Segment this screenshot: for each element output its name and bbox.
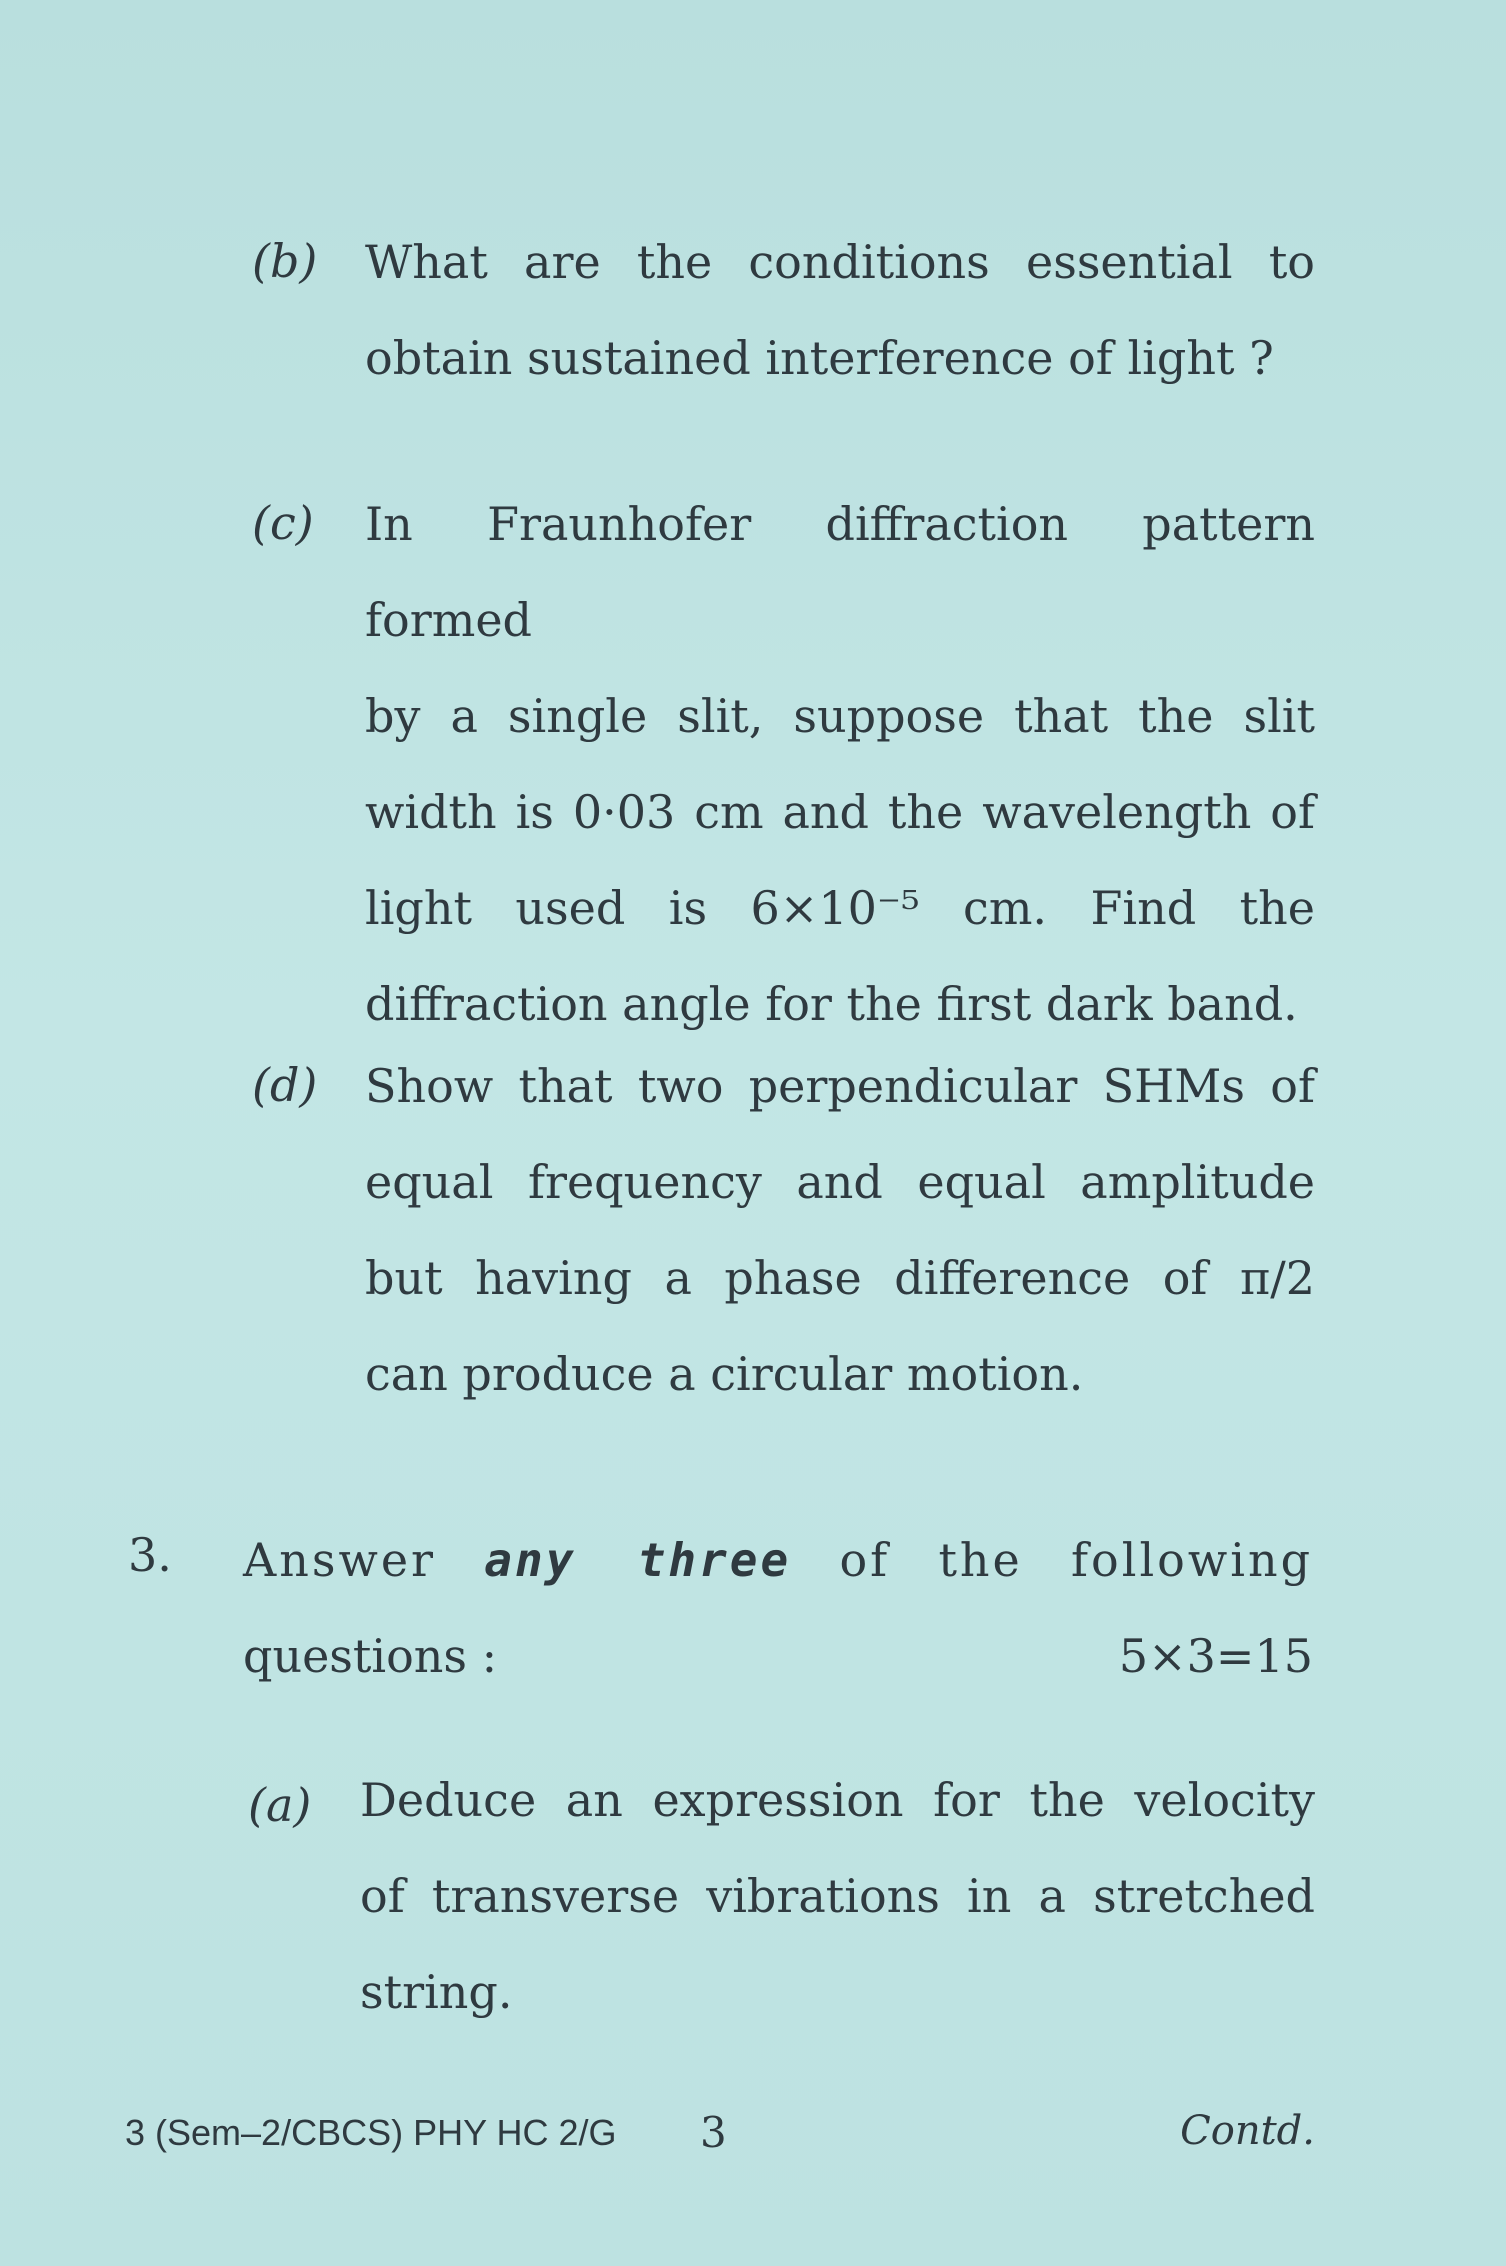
question-c-line: by a single slit, suppose that the slit (365, 689, 1315, 743)
section-3-intro-line (243, 1512, 1313, 1608)
section-3-marks: 5×3=15 (1118, 1629, 1313, 1683)
question-c-line: diffraction angle for the first dark band. (365, 977, 1298, 1031)
question-3a-text (360, 1752, 1315, 2040)
question-b-line: What are the conditions essential to (365, 235, 1315, 289)
question-3a-line: string. (360, 1965, 513, 2019)
question-b-line: obtain sustained interference of light ? (365, 331, 1274, 385)
question-c-line: width is 0·03 cm and the wavelength of (365, 785, 1315, 839)
question-d-line: Show that two perpendicular SHMs of (365, 1059, 1315, 1113)
question-c-label: (c) (252, 496, 314, 550)
question-3a-label: (a) (248, 1778, 312, 1832)
question-d-line: but having a phase difference of π/2 (365, 1251, 1315, 1305)
question-c-line: In Fraunhofer diffraction pattern formed (365, 497, 1315, 647)
question-d-line: equal frequency and equal amplitude (365, 1155, 1315, 1209)
page-number: 3 (700, 2108, 727, 2157)
intro-emphasis: any three (484, 1533, 792, 1587)
question-d-line: can produce a circular motion. (365, 1347, 1084, 1401)
intro-pre: Answer (243, 1533, 437, 1587)
section-3-intro-line-2 (243, 1608, 1313, 1704)
question-b-text (365, 214, 1315, 406)
question-3a-line: of transverse vibrations in a stretched (360, 1869, 1315, 1923)
continued-label: Contd. (1180, 2108, 1315, 2154)
question-c-text (365, 476, 1315, 1052)
question-d-text (365, 1038, 1315, 1422)
question-d-label: (d) (252, 1058, 318, 1112)
question-3a-line: Deduce an expression for the velocity (360, 1773, 1315, 1827)
section-3-instruction (243, 1512, 1313, 1704)
intro-post: of the following (839, 1533, 1314, 1587)
question-b-label: (b) (252, 234, 318, 288)
question-c-line: light used is 6×10⁻⁵ cm. Find the (365, 881, 1315, 935)
section-3-number: 3. (128, 1528, 172, 1582)
intro-questions: questions : (243, 1629, 498, 1683)
paper-code: 3 (Sem–2/CBCS) PHY HC 2/G (125, 2112, 617, 2153)
